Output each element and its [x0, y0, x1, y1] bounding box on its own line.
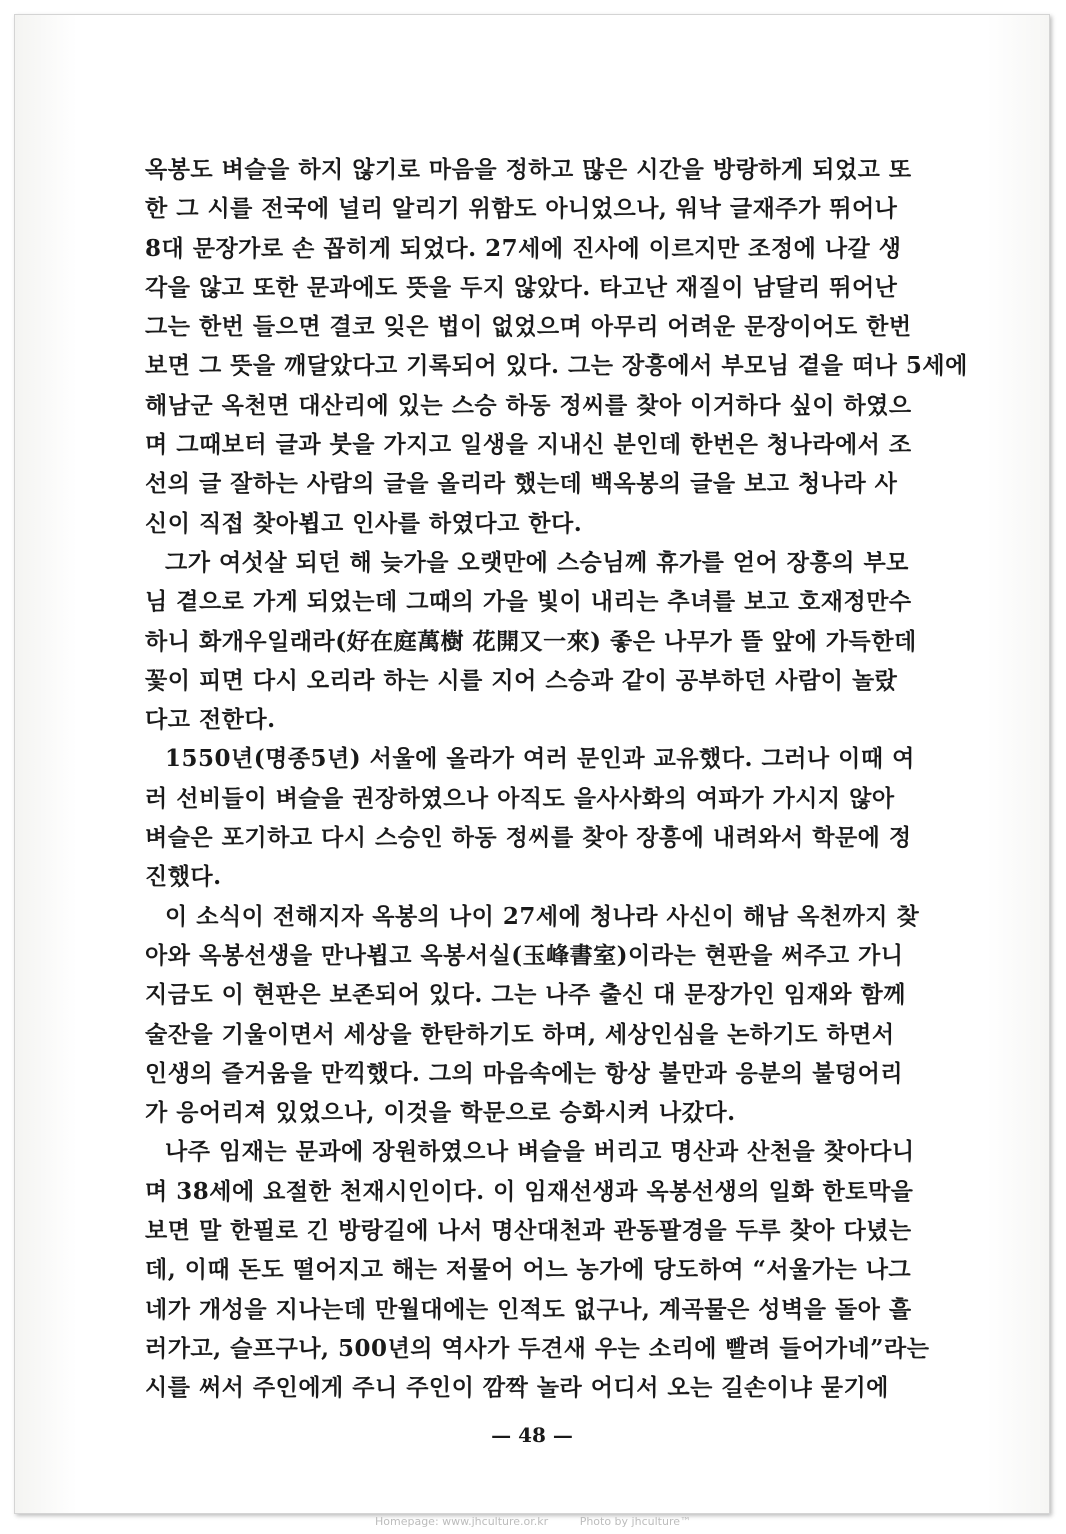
text-line: 선의 글 잘하는 사람의 글을 올리라 했는데 백옥봉의 글을 보고 청나라 사 — [145, 470, 898, 498]
text-line: 러 선비들이 벼슬을 권장하였으나 아직도 을사사화의 여파가 가시지 않아 — [145, 784, 895, 812]
text-line: 진했다. — [145, 863, 222, 891]
text-line: 인생의 즐거움을 만끽했다. 그의 마음속에는 항상 불만과 응분의 불덩어리 — [145, 1059, 904, 1087]
text-line: 한 그 시를 전국에 널리 알리기 위함도 아니었으나, 워낙 글재주가 뛰어나 — [145, 195, 898, 223]
text-line: 그가 여섯살 되던 해 늦가을 오랫만에 스승님께 휴가를 얻어 장흥의 부모 — [165, 548, 909, 576]
text-line: 며 그때보터 글과 붓을 가지고 일생을 지내신 분인데 한번은 청나라에서 조 — [145, 431, 912, 459]
text-line: 나주 임재는 문과에 장원하였으나 벼슬을 버리고 명산과 산천을 찾아다니 — [165, 1138, 915, 1166]
text-line: 1550년(명종5년) 서울에 올라가 여러 문인과 교유했다. 그러나 이때 여 — [165, 745, 915, 773]
text-line: 데, 이때 돈도 떨어지고 해는 저물어 어느 농가에 당도하여 “서울가는 나그 — [145, 1256, 912, 1284]
text-line: 꽃이 피면 다시 오리라 하는 시를 지어 스승과 같이 공부하던 사람이 놀랐 — [145, 666, 898, 694]
page-number: — 48 — — [491, 1423, 573, 1447]
text-line: 보면 말 한필로 긴 방랑길에 나서 명산대천과 관동팔경을 두루 찾아 다녔는 — [145, 1217, 912, 1245]
text-line: 보면 그 뜻을 깨달았다고 기록되어 있다. 그는 장흥에서 부모님 곁을 떠나 5세에 — [145, 352, 968, 380]
text-line: 네가 개성을 지나는데 만월대에는 인적도 없구나, 계곡물은 성벽을 돌아 흘 — [145, 1295, 912, 1323]
photo-credit: Photo by jhculture™ — [579, 1515, 691, 1528]
page-frame — [14, 14, 1050, 1514]
text-line: 신이 직접 찾아뵙고 인사를 하였다고 한다. — [145, 509, 583, 537]
photo-credit-footer — [0, 1515, 1066, 1528]
homepage-credit: Homepage: www.jhculture.or.kr — [374, 1515, 549, 1528]
text-line: 러가고, 슬프구나, 500년의 역사가 두견새 우는 소리에 빨려 들어가네”라는 — [145, 1334, 930, 1362]
text-line: 다고 전한다. — [145, 706, 276, 734]
text-line: 벼슬은 포기하고 다시 스승인 하동 정씨를 찾아 장흥에 내려와서 학문에 정 — [145, 824, 912, 852]
text-line: 술잔을 기울이면서 세상을 한탄하기도 하며, 세상인심을 논하기도 하면서 — [145, 1020, 895, 1048]
text-line: 님 곁으로 가게 되었는데 그때의 가을 빛이 내리는 추녀를 보고 호재정만수 — [145, 588, 912, 616]
text-line: 이 소식이 전해지자 옥봉의 나이 27세에 청나라 사신이 해남 옥천까지 찾 — [165, 902, 920, 930]
body-text — [145, 150, 1045, 1408]
text-line: 각을 않고 또한 문과에도 뜻을 두지 않았다. 타고난 재질이 남달리 뛰어난 — [145, 273, 898, 301]
text-line: 8대 문장가로 손 꼽히게 되었다. 27세에 진사에 이르지만 조정에 나갈 생 — [145, 234, 902, 262]
text-line: 지금도 이 현판은 보존되어 있다. 그는 나주 출신 대 문장가인 임재와 함께 — [145, 981, 906, 1009]
text-line: 시를 써서 주인에게 주니 주인이 깜짝 놀라 어디서 오는 길손이냐 묻기에 — [145, 1374, 889, 1402]
text-line: 가 응어리져 있었으나, 이것을 학문으로 승화시켜 나갔다. — [145, 1099, 736, 1127]
text-line: 하니 화개우일래라(好在庭萬樹 花開又一來) 좋은 나무가 뜰 앞에 가득한데 — [145, 627, 917, 655]
text-line: 해남군 옥천면 대산리에 있는 스승 하동 정씨를 찾아 이거하다 싶이 하였으 — [145, 391, 912, 419]
scanned-page — [15, 15, 1049, 1513]
text-line: 며 38세에 요절한 천재시인이다. 이 임재선생과 옥봉선생의 일화 한토막을 — [145, 1177, 914, 1205]
text-line: 아와 옥봉선생을 만나뵙고 옥봉서실(玉峰書室)이라는 현판을 써주고 가니 — [145, 941, 904, 969]
text-line: 옥봉도 벼슬을 하지 않기로 마음을 정하고 많은 시간을 방랑하게 되었고 또 — [145, 156, 912, 183]
text-line: 그는 한번 들으면 결코 잊은 법이 없었으며 아무리 어려운 문장이어도 한번 — [145, 313, 912, 341]
